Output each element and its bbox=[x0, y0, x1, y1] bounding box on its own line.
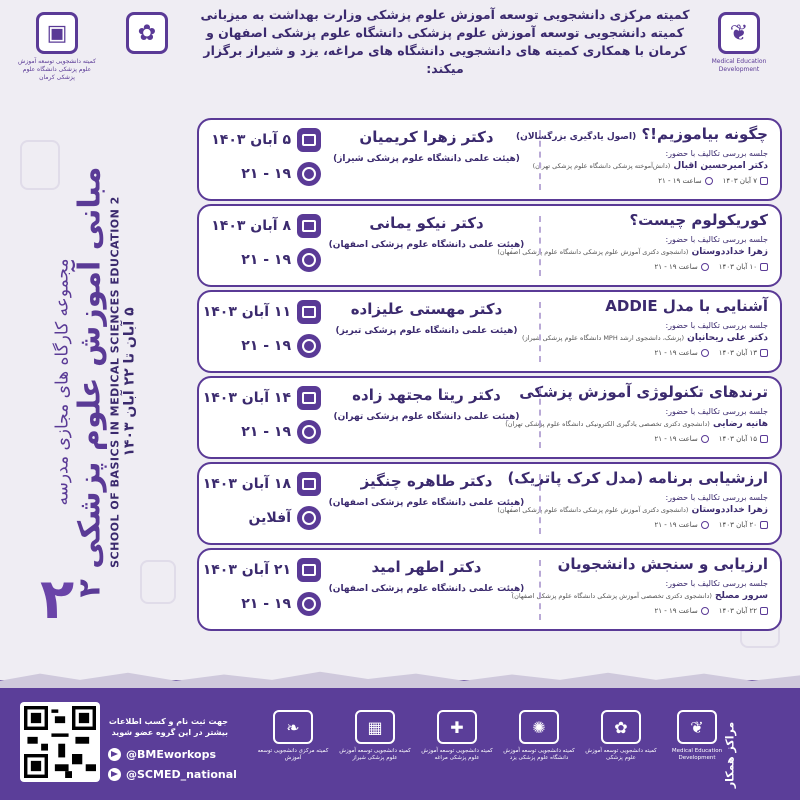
lecturer bbox=[319, 300, 534, 336]
logo-caption: کمیته دانشجویی توسعه آموزش علوم پزشکی دانشگاه علوم پزشکی کرمان bbox=[18, 58, 96, 81]
review-meta bbox=[654, 263, 768, 271]
registration-text: جهت ثبت نام و کسب اطلاعات بیشتر در این گروه عضو شوید bbox=[108, 717, 228, 737]
session-time-text: ۱۹ - ۲۱ bbox=[241, 252, 291, 268]
presenter-name: زهرا خداددوستان bbox=[691, 505, 768, 515]
telegram-handle: @BMEworkops bbox=[126, 748, 216, 761]
telegram-link-1[interactable] bbox=[108, 748, 216, 761]
session-date-text: ۱۴ آبان ۱۴۰۳ bbox=[202, 390, 291, 406]
presenter-name: زهرا خداددوستان bbox=[691, 247, 768, 257]
presenter-affiliation: (پزشک، دانشجوی ارشد MPH دانشگاه علوم پزشکی شیراز) bbox=[522, 334, 684, 342]
review-time-text: ساعت ۱۹ - ۲۱ bbox=[654, 349, 698, 357]
presenter-name: دکتر علی ریحانیان bbox=[687, 333, 768, 343]
review-date bbox=[719, 263, 768, 271]
review-time-text: ساعت ۱۹ - ۲۱ bbox=[654, 607, 698, 615]
review-time-text: ساعت ۱۹ - ۲۱ bbox=[654, 435, 698, 443]
session-subtitle: (اصول یادگیری بزرگسالان) bbox=[516, 132, 637, 142]
calligraphy-logo-icon: ✿ bbox=[126, 12, 168, 54]
book-logo-icon: ❦ bbox=[718, 12, 760, 54]
session-time bbox=[209, 248, 321, 272]
clock-icon bbox=[701, 263, 709, 271]
calendar-icon bbox=[297, 214, 321, 238]
calendar-icon bbox=[760, 263, 768, 271]
clock-icon bbox=[701, 521, 709, 529]
lecturer-name: دکتر زهرا کریمیان bbox=[359, 128, 494, 146]
lecturer-affiliation: (هیئت علمی دانشگاه علوم پزشکی اصفهان) bbox=[328, 240, 525, 250]
partners-label: مراکز همکار bbox=[723, 721, 737, 789]
session-title bbox=[629, 211, 768, 229]
card-divider bbox=[539, 388, 541, 448]
partner-logo-icon: ❦ bbox=[677, 710, 717, 744]
review-label: جلسه بررسی تکالیف با حضور: bbox=[665, 407, 768, 416]
partner-caption: کمیته مرکزی دانشجویی توسعه آموزش bbox=[257, 748, 329, 761]
session-date bbox=[209, 128, 321, 152]
presenter bbox=[512, 591, 768, 601]
review-date-text: ۱۰ آبان ۱۴۰۳ bbox=[718, 263, 757, 271]
session-time-text: ۱۹ - ۲۱ bbox=[241, 166, 291, 182]
review-time-text: ساعت ۱۹ - ۲۱ bbox=[654, 263, 698, 271]
card-divider bbox=[539, 474, 541, 534]
calendar-icon bbox=[760, 349, 768, 357]
session-date bbox=[202, 300, 321, 324]
session-title bbox=[519, 383, 768, 401]
review-date-text: ۷ آبان ۱۴۰۳ bbox=[722, 177, 757, 185]
partner-caption: کمیته دانشجویی توسعه آموزش دانشگاه علوم پزشکی یزد bbox=[503, 748, 575, 761]
review-time bbox=[654, 349, 708, 357]
lecturer-affiliation: (هیئت علمی دانشگاه علوم پزشکی تبریز) bbox=[335, 326, 518, 336]
session-title-text: آشنایی با مدل ADDIE bbox=[605, 297, 768, 315]
clock-icon bbox=[701, 349, 709, 357]
session-title bbox=[516, 125, 768, 143]
review-meta bbox=[654, 521, 768, 529]
session-date-text: ۱۱ آبان ۱۴۰۳ bbox=[202, 304, 291, 320]
telegram-link-2[interactable] bbox=[108, 768, 237, 781]
card-divider bbox=[539, 560, 541, 620]
lecturer-name: دکتر نیکو یمانی bbox=[369, 214, 484, 232]
lecturer-name: دکتر ریتا مجتهد زاده bbox=[352, 386, 501, 404]
lecturer bbox=[319, 214, 534, 250]
presenter bbox=[505, 419, 768, 429]
calendar-icon bbox=[297, 128, 321, 152]
review-label: جلسه بررسی تکالیف با حضور: bbox=[665, 149, 768, 158]
review-date bbox=[719, 607, 768, 615]
series-label: مجموعه کارگاه های مجازی مدرسه bbox=[52, 258, 73, 506]
presenter bbox=[497, 505, 768, 515]
session-date bbox=[202, 386, 321, 410]
partner-caption: کمیته دانشجویی توسعه آموزش علوم پزشکی شیراز bbox=[339, 748, 411, 761]
partner-caption: Medical Education Development bbox=[671, 748, 723, 761]
presenter-affiliation: (دانشجوی دکتری تخصصی آموزش پزشکی دانشگاه علوم پزشکی اصفهان) bbox=[511, 592, 712, 600]
lecturer-name: دکتر اطهر امید bbox=[371, 558, 482, 576]
session-date-text: ۲۱ آبان ۱۴۰۳ bbox=[202, 562, 291, 578]
committee-logo-icon: ▣ bbox=[36, 12, 78, 54]
intro-text: کمیته مرکزی دانشجویی توسعه آموزش علوم پزشکی وزارت بهداشت به میزبانی کمیته دانشجویی توسعه آموزش علوم پزشکی دانشگاه علوم پزشکی اصفهان و کرمان با همکاری کمیته های دانشجویی دانشگاه های مراغه، یزد و شیراز برگزار میکند: bbox=[200, 7, 690, 76]
session-date-text: ۸ آبان ۱۴۰۳ bbox=[211, 218, 291, 234]
vertical-title-block bbox=[53, 167, 138, 598]
header-logo-left bbox=[18, 12, 96, 92]
review-time-text: ساعت ۱۹ - ۲۱ bbox=[654, 521, 698, 529]
presenter-affiliation: (دانشجوی دکتری تخصصی یادگیری الکترونیکی دانشگاه علوم پزشکی تهران) bbox=[505, 420, 710, 428]
review-time bbox=[654, 263, 708, 271]
footer bbox=[0, 680, 800, 800]
calendar-icon bbox=[297, 300, 321, 324]
review-meta bbox=[654, 607, 768, 615]
partner-caption: کمیته دانشجویی توسعه آموزش علوم پزشکی bbox=[585, 748, 657, 761]
clock-icon bbox=[297, 592, 321, 616]
clock-icon bbox=[297, 248, 321, 272]
session-date bbox=[202, 558, 321, 582]
lecturer bbox=[319, 558, 534, 594]
session-time bbox=[209, 162, 321, 186]
lecturer-name: دکتر طاهره چنگیز bbox=[360, 472, 493, 490]
session-time bbox=[209, 592, 321, 616]
clock-icon bbox=[297, 334, 321, 358]
presenter-affiliation: (دانشجوی دکتری آموزش علوم پزشکی دانشگاه علوم پزشکی اصفهان) bbox=[497, 248, 689, 256]
partner-logo bbox=[256, 710, 330, 780]
session-title-text: چگونه بیاموزیم!؟ bbox=[641, 125, 768, 143]
session-time-text: ۱۹ - ۲۱ bbox=[241, 596, 291, 612]
clock-icon bbox=[297, 506, 321, 530]
session-card bbox=[197, 548, 782, 631]
presenter-affiliation: (دانش‌آموخته پزشکی دانشگاه علوم پزشکی تهران) bbox=[532, 162, 671, 170]
calendar-icon bbox=[297, 558, 321, 582]
session-date-text: ۵ آبان ۱۴۰۳ bbox=[211, 132, 291, 148]
review-date-text: ۲۰ آبان ۱۴۰۳ bbox=[718, 521, 757, 529]
lecturer-affiliation: (هیئت علمی دانشگاه علوم پزشکی اصفهان) bbox=[328, 584, 525, 594]
torn-paper-edge bbox=[0, 670, 800, 688]
session-title bbox=[605, 297, 768, 315]
session-title-text: کوریکولوم چیست؟ bbox=[629, 211, 768, 229]
clock-icon bbox=[705, 177, 713, 185]
partner-logo-icon: ▦ bbox=[355, 710, 395, 744]
telegram-handle: @SCMED_national bbox=[126, 768, 237, 781]
session-date-text: ۱۸ آبان ۱۴۰۳ bbox=[202, 476, 291, 492]
clock-icon bbox=[701, 435, 709, 443]
presenter-name: سرور مصلح bbox=[715, 591, 768, 601]
title-panel bbox=[0, 112, 190, 652]
calendar-icon bbox=[760, 521, 768, 529]
presenter-name: هانیه رضایی bbox=[712, 419, 768, 429]
review-date bbox=[719, 435, 768, 443]
big-number: ۲ bbox=[40, 567, 75, 632]
calendar-icon bbox=[297, 386, 321, 410]
review-time bbox=[654, 521, 708, 529]
review-date-text: ۱۵ آبان ۱۴۰۳ bbox=[718, 435, 757, 443]
review-date-text: ۲۲ آبان ۱۴۰۳ bbox=[718, 607, 757, 615]
session-time bbox=[209, 334, 321, 358]
review-time-text: ساعت ۱۹ - ۲۱ bbox=[658, 177, 702, 185]
lecturer-affiliation: (هیئت علمی دانشگاه علوم پزشکی اصفهان) bbox=[328, 498, 525, 508]
telegram-icon bbox=[108, 768, 121, 781]
partner-logo-icon: ✚ bbox=[437, 710, 477, 744]
calendar-icon bbox=[760, 177, 768, 185]
partner-logo-icon: ✿ bbox=[601, 710, 641, 744]
review-date-text: ۱۳ آبان ۱۴۰۳ bbox=[718, 349, 757, 357]
review-date bbox=[719, 521, 768, 529]
partner-logo bbox=[420, 710, 494, 780]
card-divider bbox=[539, 302, 541, 362]
session-date bbox=[202, 472, 321, 496]
presenter bbox=[522, 333, 768, 343]
session-time bbox=[209, 506, 321, 530]
review-label: جلسه بررسی تکالیف با حضور: bbox=[665, 493, 768, 502]
presenter bbox=[497, 247, 768, 257]
session-title-text: ارزشیابی برنامه (مدل کرک پاتریک) bbox=[507, 469, 768, 487]
partner-caption: کمیته دانشجویی توسعه آموزش علوم پزشکی مراغه bbox=[421, 748, 493, 761]
partner-logo-icon: ❧ bbox=[273, 710, 313, 744]
header-logo-right bbox=[700, 12, 778, 92]
session-title bbox=[558, 555, 768, 573]
lecturer bbox=[319, 386, 534, 422]
qr-code[interactable] bbox=[20, 702, 100, 782]
presenter-name: دکتر امیرحسین اقبال bbox=[673, 161, 768, 171]
lecturer-name: دکتر مهستی علیزاده bbox=[350, 300, 503, 318]
review-label: جلسه بررسی تکالیف با حضور: bbox=[665, 321, 768, 330]
lecturer bbox=[319, 128, 534, 164]
session-title bbox=[507, 469, 768, 487]
lecturer-affiliation: (هیئت علمی دانشگاه علوم پزشکی شیراز) bbox=[333, 154, 520, 164]
calendar-icon bbox=[297, 472, 321, 496]
lecturer-affiliation: (هیئت علمی دانشگاه علوم پزشکی تهران) bbox=[333, 412, 520, 422]
review-time bbox=[654, 435, 708, 443]
qr-code-icon bbox=[24, 706, 96, 778]
session-card bbox=[197, 290, 782, 373]
session-time-text: ۱۹ - ۲۱ bbox=[241, 424, 291, 440]
clock-icon bbox=[701, 607, 709, 615]
session-time bbox=[209, 420, 321, 444]
clock-icon bbox=[297, 162, 321, 186]
review-date bbox=[719, 349, 768, 357]
telegram-icon bbox=[108, 748, 121, 761]
session-title-text: ارزیابی و سنجش دانشجویان bbox=[557, 555, 768, 573]
review-time bbox=[658, 177, 712, 185]
card-divider bbox=[539, 216, 541, 276]
session-card bbox=[197, 204, 782, 287]
clock-icon bbox=[297, 420, 321, 444]
header-logo-left-2 bbox=[108, 12, 186, 92]
review-meta bbox=[654, 435, 768, 443]
review-label: جلسه بررسی تکالیف با حضور: bbox=[665, 235, 768, 244]
card-divider bbox=[539, 130, 541, 190]
session-card bbox=[197, 118, 782, 201]
calendar-icon bbox=[760, 435, 768, 443]
partner-logo bbox=[584, 710, 658, 780]
partner-logo bbox=[502, 710, 576, 780]
session-time-text: ۱۹ - ۲۱ bbox=[241, 338, 291, 354]
review-label: جلسه بررسی تکالیف با حضور: bbox=[665, 579, 768, 588]
presenter bbox=[533, 161, 768, 171]
review-meta bbox=[658, 177, 768, 185]
session-time-text: آفلاین bbox=[248, 510, 291, 526]
english-title: SCHOOL OF BASICS IN MEDICAL SCIENCES EDUCATION 2 bbox=[108, 196, 122, 568]
partner-logo bbox=[338, 710, 412, 780]
session-date bbox=[209, 214, 321, 238]
main-title: مبانی آموزش علوم پزشکی ۲ bbox=[72, 166, 108, 598]
partner-logo-icon: ✺ bbox=[519, 710, 559, 744]
review-meta bbox=[654, 349, 768, 357]
date-range: ۵ آبان تا ۲۲ آبان ۱۴۰۳ bbox=[121, 307, 138, 457]
review-date bbox=[723, 177, 768, 185]
session-title-text: ترندهای تکنولوژی آموزش پزشکی bbox=[519, 383, 768, 401]
session-card bbox=[197, 462, 782, 545]
calendar-icon bbox=[760, 607, 768, 615]
presenter-affiliation: (دانشجوی دکتری آموزش علوم پزشکی دانشگاه علوم پزشکی اصفهان) bbox=[497, 506, 689, 514]
session-card bbox=[197, 376, 782, 459]
review-time bbox=[654, 607, 708, 615]
header bbox=[0, 0, 800, 112]
lecturer bbox=[319, 472, 534, 508]
logo-caption: Medical Education Development bbox=[711, 58, 767, 73]
